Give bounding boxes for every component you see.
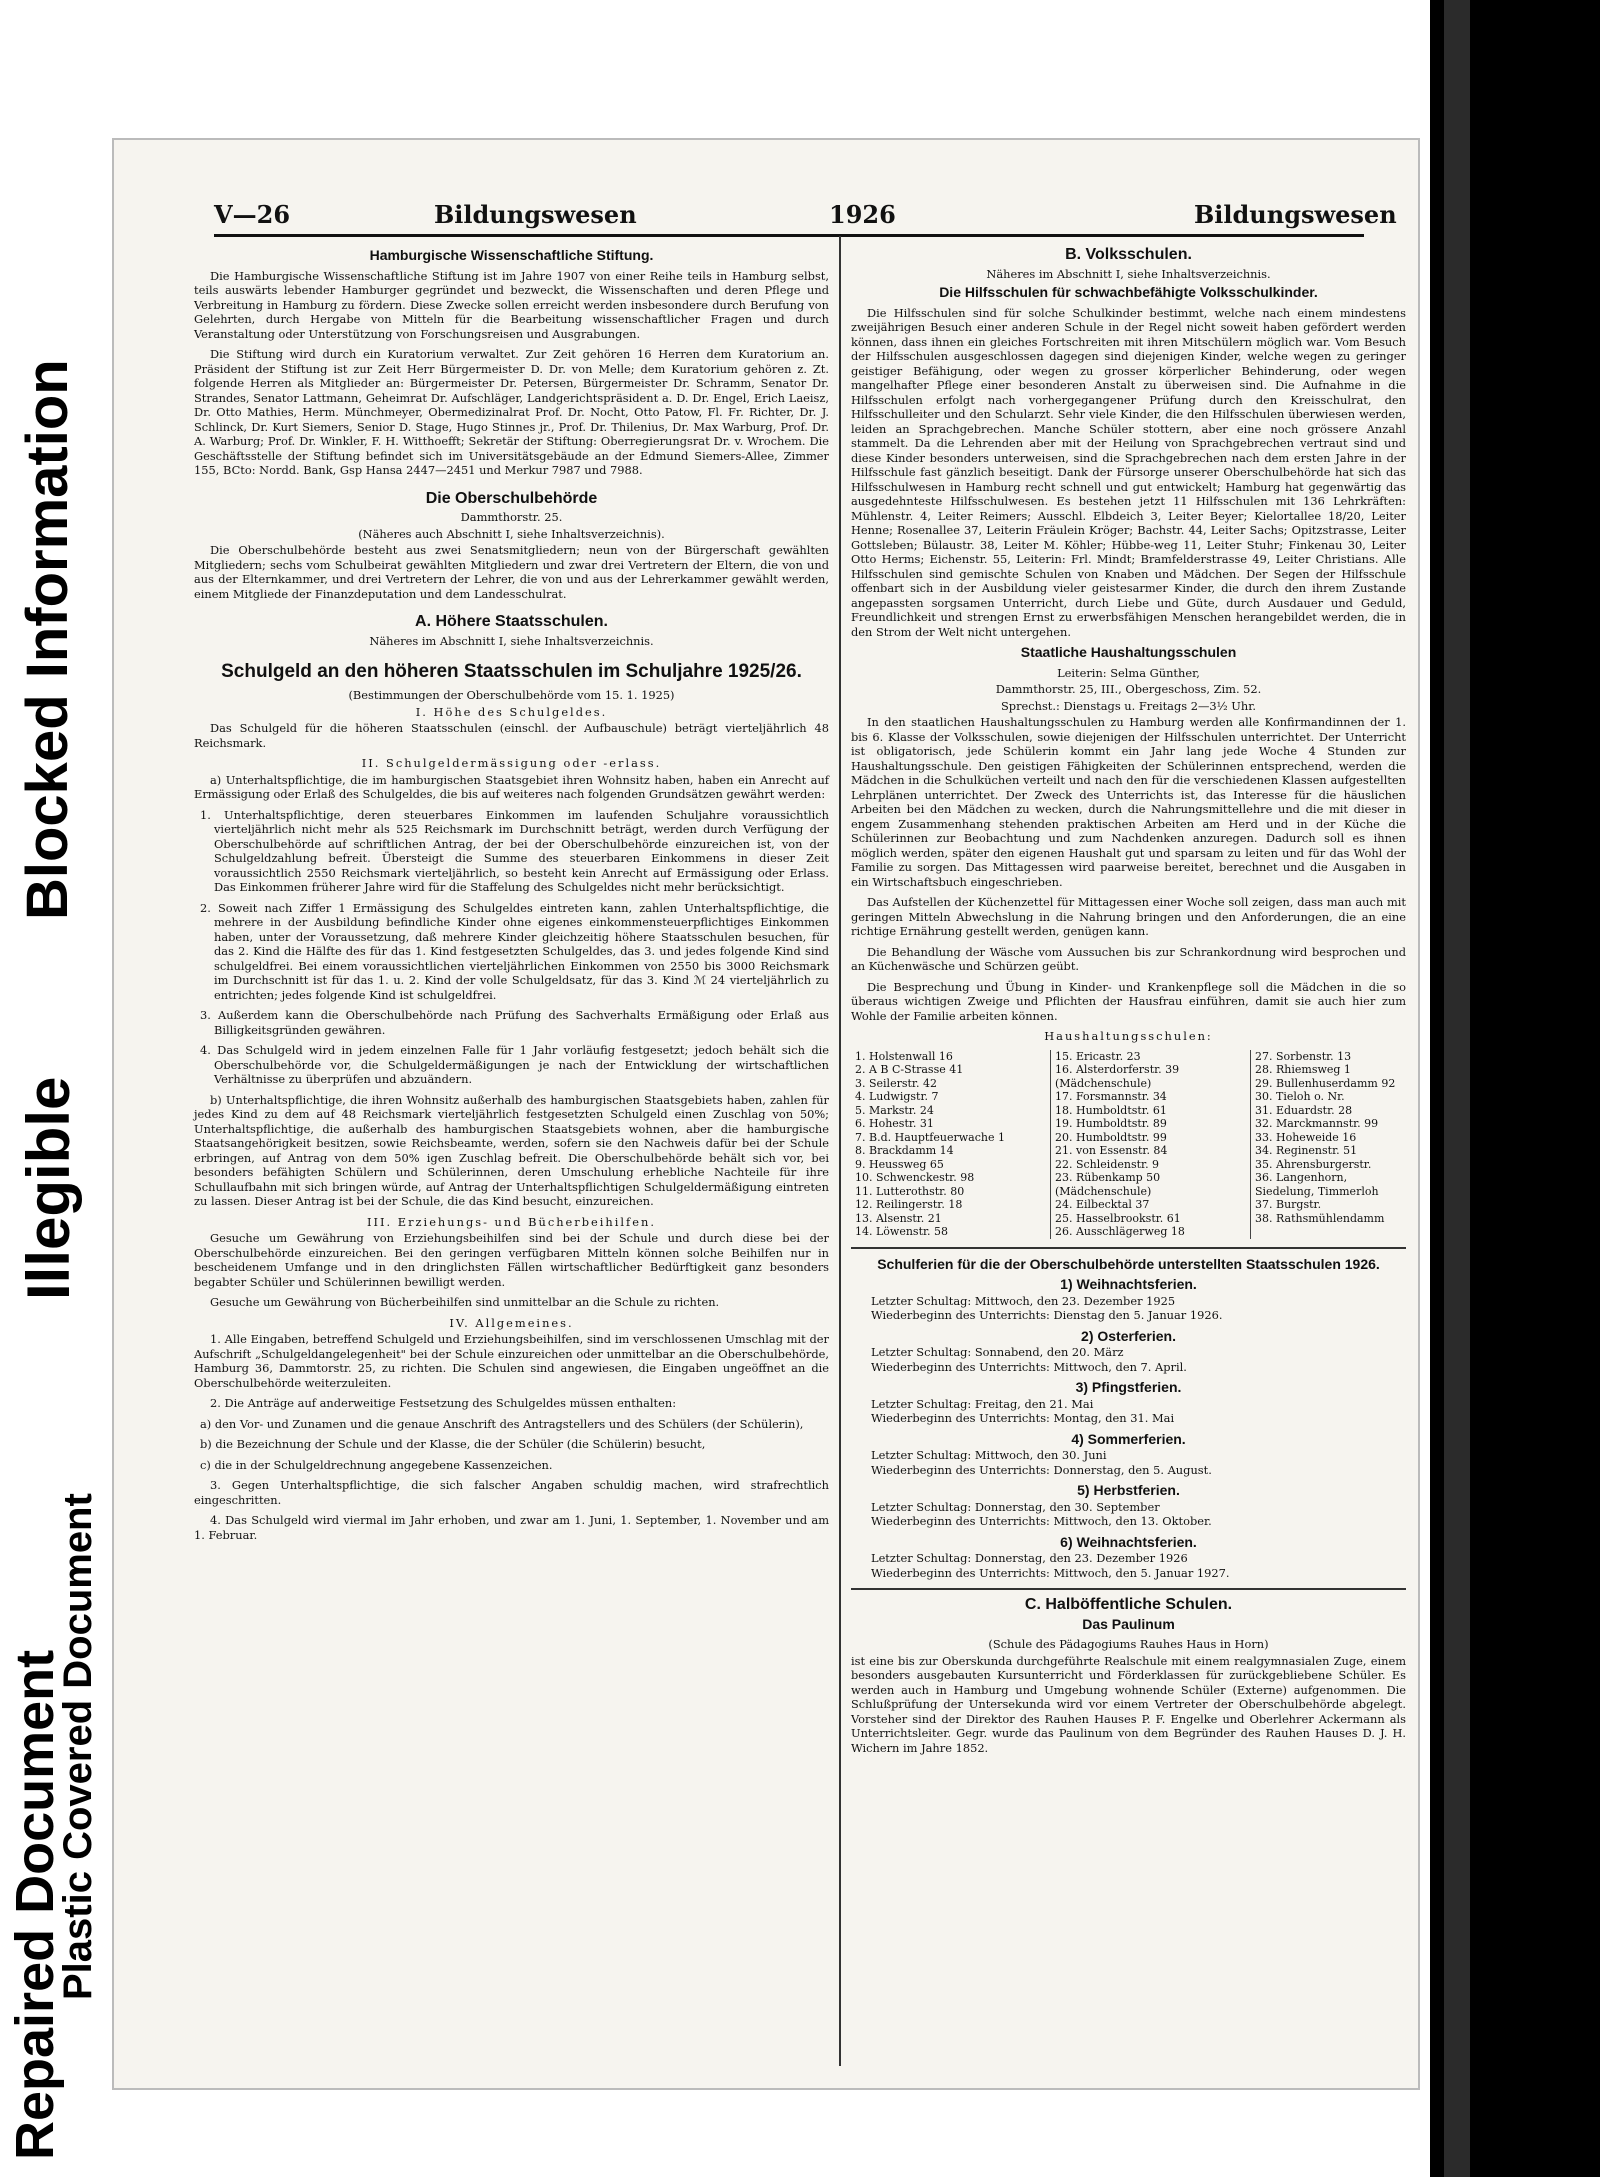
school-table-column-1 <box>851 1050 1051 1239</box>
stiftung-paragraph-2: Die Stiftung wird durch ein Kuratorium verwaltet. Zur Zeit gehören 16 Herren dem Kuratorium an. Präsident der Stiftung ist zur Zeit Herr Bürgermeister D. Dr. von Melle; dem Kuratorium gehören z. Zt. folgende Herren als Mitglieder an: Bürgermeister Dr. Petersen, Bürgermeister Dr. Schramm, Senator Dr. Strandes, Senator Lattmann, Geheimrat Dr. Aufschläger, Landgerichtspräsident a. D. Dr. Engel, Erich Laeisz, Dr. Otto Mathies, Herm. Münchmeyer, Obermedizinalrat Prof. Dr. Nocht, Otto Patow, Fl. Fr. Richter, Dr. J. Schlinck, Dr. Kurt Siemers, Senior D. Stage, Hugo Stinnes jr., Prof. Dr. Thilenius, Dr. Max Warburg, Prof. Dr. A. Warburg; Prof. Dr. Winkler, F. H. Witthoefft; Sekretär der Stiftung: Oberregierungsrat Dr. v. Wrochem. Die Geschäftsstelle der Stiftung befindet sich im Universitätsgebäude an der Edmund Siemers-Allee, Zimmer 155, BCto: Nordd. Bank, Gsp Hansa 2447—2451 und Merkur 7987 und 7988. <box>194 347 829 477</box>
school-entry: 25. Hasselbrookstr. 61 <box>1055 1211 1181 1225</box>
school-entry: 22. Schleidenstr. 9 <box>1055 1157 1160 1171</box>
school-entry: 3. Seilerstr. 42 <box>855 1076 937 1090</box>
section-4-paragraph-1: 1. Alle Eingaben, betreffend Schulgeld und Erziehungsbeihilfen, sind im verschlossenen Umschlag mit der Aufschrift „Schulgeldangelegenheit" bei der Schule einzureichen oder unmittelbar an die Oberschulbehörde, Hamburg 36, Dammtorstr. 25, zu richten. Die Schulen sind angewiesen, die Eingaben ungeöffnet an die Oberschulbehörde weiterzuleiten. <box>194 1332 829 1390</box>
ferien-period-title: 2) Osterferien. <box>1081 1327 1176 1344</box>
school-entry: 1. Holstenwall 16 <box>855 1049 953 1063</box>
column-divider <box>839 236 841 2066</box>
haushaltung-paragraph-2: Das Aufstellen der Küchenzettel für Mittagessen einer Woche soll zeigen, dass man auch mit geringen Mitteln Abwechslung in die Nahrung bringen und den Anforderungen, die an eine richtige Ernährung gestellt werden, genügen kann. <box>851 895 1406 938</box>
ferien-period-line: Wiederbeginn des Unterrichts: Montag, den 31. Mai <box>871 1411 1175 1425</box>
oberschulbehoerde-paragraph: Die Oberschulbehörde besteht aus zwei Senatsmitgliedern; neun von der Bürgerschaft gewählten Mitgliedern; sechs vom Schulbeirat gewählten Mitgliedern und zwar drei Vertretern der Eltern, die von und aus der Elternkammer, und drei Vertretern der Lehrer, die von und aus der Lehrerkammer gewählt werden, einem Mitgliede der Finanzdeputation und dem Landesschulrat. <box>194 543 829 601</box>
label-illegible: Illegible <box>15 1076 82 1300</box>
school-entry: 26. Ausschlägerweg 18 <box>1055 1225 1185 1238</box>
school-entry: 4. Ludwigstr. 7 <box>855 1090 939 1103</box>
section-rule <box>851 1247 1406 1249</box>
ferien-period-line: Wiederbeginn des Unterrichts: Mittwoch, den 13. Oktober. <box>871 1514 1212 1528</box>
page-number: V—26 <box>214 200 291 229</box>
ferien-period-title: 5) Herbstferien. <box>1077 1482 1180 1498</box>
section-4-list-item: c) die in der Schulgeldrechnung angegebene Kassenzeichen. <box>200 1457 553 1472</box>
ferien-period-line: Wiederbeginn des Unterrichts: Mittwoch, den 7. April. <box>871 1359 1187 1374</box>
ferien-period-line: Letzter Schultag: Freitag, den 21. Mai <box>871 1396 1094 1411</box>
haushaltungsschulen-hours: Sprechst.: Dienstags u. Freitags 2—3½ Uhr. <box>1000 698 1257 713</box>
section-3-title: III. Erziehungs- und Bücherbeihilfen. <box>367 1214 656 1229</box>
school-entry: 35. Ahrensburgerstr. <box>1255 1157 1372 1171</box>
ferien-period-line: Wiederbeginn des Unterrichts: Mittwoch, den 5. Januar 1927. <box>871 1565 1230 1580</box>
section-4-paragraph-4: 4. Das Schulgeld wird viermal im Jahr erhoben, und zwar am 1. Juni, 1. September, 1. November und am 1. Februar. <box>194 1513 829 1542</box>
school-entry: 21. von Essenstr. 84 <box>1055 1144 1168 1157</box>
hilfsschulen-title: Die Hilfsschulen für schwachbefähigte Volksschulkinder. <box>939 284 1318 300</box>
oberschulbehoerde-title: Die Oberschulbehörde <box>425 489 598 507</box>
section-2-item: 4. Das Schulgeld wird in jedem einzelnen Falle für 1 Jahr vorläufig festgesetzt; jedoch behält sich die Oberschulbehörde vor, die Schulgeldermäßigungen je nach der Entwicklung der wirtschaftlichen Verhältnisse zu überprüfen und abzuändern. <box>200 1043 829 1086</box>
school-entry: (Mädchenschule) <box>1055 1076 1152 1090</box>
school-entry: 31. Eduardstr. 28 <box>1255 1103 1353 1117</box>
school-entry: 10. Schwenckestr. 98 <box>855 1171 975 1184</box>
school-entry: 37. Burgstr. <box>1255 1198 1322 1211</box>
school-entry: 17. Forsmannstr. 34 <box>1055 1090 1167 1103</box>
school-entry: 32. Marckmannstr. 99 <box>1255 1117 1379 1130</box>
side-labels <box>0 0 120 2177</box>
ferien-period-title: 4) Sommerferien. <box>1071 1430 1186 1447</box>
school-entry: 2. A B C-Strasse 41 <box>855 1063 964 1076</box>
ferien-period-line: Letzter Schultag: Donnerstag, den 23. Dezember 1926 <box>871 1551 1188 1565</box>
label-repaired-document: Repaired Document <box>5 1649 65 2160</box>
section-a-title: A. Höhere Staatsschulen. <box>415 613 608 630</box>
section-2-b: b) Unterhaltspflichtige, die ihren Wohnsitz außerhalb des hamburgischen Staatsgebiets haben, zahlen für jedes Kind zu dem auf 48 Reichsmark vierteljährlich festgesetzten Schulgeld einen Zuschlag von 50%; Unterhaltspflichtige, die außerhalb des hamburgischen Staatsgebiets wohnen, aber die hamburgische Staatsangehörigkeit besitzen, sowie Reichsbeamte, werden, sofern sie den Nachweis dafür bei der Schule erbringen, auf Antrag von dem 50% igen Zuschlag befreit. Die Oberschulbehörde behält sich vor, bei besonders befähigten Schülern und Schülerinnen, deren Umschulung erhebliche Nachteile für ihre Schullaufbahn mit sich bringen würde, auf Antrag der Unterhaltspflichtigen Schulgeldermäßigung eintreten zu lassen. Dieser Antrag ist bei der Schule, die das Kind besucht, einzureichen. <box>194 1092 829 1208</box>
ferien-list <box>851 1277 1406 1580</box>
school-entry: 36. Langenhorn, Siedelung, Timmerloh <box>1255 1171 1379 1198</box>
school-entry: 33. Hoheweide 16 <box>1255 1130 1357 1144</box>
section-2-item: 2. Soweit nach Ziffer 1 Ermässigung des Schulgeldes eintreten kann, zahlen Unterhaltspflichtige, die mehrere in der Ausbildung befindliche Kinder ohne eigenes einkommensteuerpflichtiges Einkommen haben, unter der Voraussetzung, daß mehrere Kinder gleichzeitig höhere Staatsschulen besuchen, für das 2. Kind die Hälfte des für das 1. Kind festgesetzten Schulgeldes, das 3. und jedes folgende Kind sind schulgeldfrei. Bei einem voraussichtlichen vierteljährlichen Einkommen von 2550 bis 3000 Reichsmark im Durchschnitt ist für das 1. u. 2. Kind der volle Schulgeldsatz, für das 3. Kind ℳ 24 vierteljährlich zu entrichten; jedes folgende Kind ist schulgeldfrei. <box>200 900 829 1002</box>
ferien-period-line: Wiederbeginn des Unterrichts: Dienstag den 5. Januar 1926. <box>871 1308 1223 1322</box>
label-blocked-information: Blocked Information <box>15 359 80 920</box>
section-1-title: I. Höhe des Schulgeldes. <box>415 704 608 719</box>
school-entry: 11. Lutterothstr. 80 <box>855 1184 965 1198</box>
section-4-list-item: a) den Vor- und Zunamen und die genaue Anschrift des Antragstellers und des Schülers (der Schülerin), <box>200 1416 804 1431</box>
haushaltungsschulen-address: Dammthorstr. 25, III., Obergeschoss, Zim. 52. <box>995 682 1262 696</box>
school-entry: 19. Humboldtstr. 89 <box>1055 1117 1167 1130</box>
school-entry: 38. Rathsmühlendamm <box>1255 1211 1385 1225</box>
section-2-a: a) Unterhaltspflichtige, die im hamburgischen Staatsgebiet ihren Wohnsitz haben, haben ein Anrecht auf Ermässigung oder Erlaß des Schulgeldes, die bis auf weiteres nach folgenden Grundsätzen gewährt werden: <box>194 772 829 801</box>
ferien-period-line: Letzter Schultag: Sonnabend, den 20. März <box>871 1345 1124 1359</box>
ferien-period-title: 6) Weihnachtsferien. <box>1060 1533 1197 1550</box>
school-entry: 16. Alsterdorferstr. 39 <box>1055 1063 1180 1076</box>
label-plastic-covered: Plastic Covered Document <box>56 1493 100 2000</box>
section-1-paragraph: Das Schulgeld für die höheren Staatsschulen (einschl. der Aufbauschule) beträgt vierteljährlich 48 Reichsmark. <box>194 721 829 750</box>
school-entry: 8. Brackdamm 14 <box>855 1144 954 1157</box>
section-4-paragraph-2: 2. Die Anträge auf anderweitige Festsetzung des Schulgeldes müssen enthalten: <box>210 1396 677 1410</box>
school-entry: 20. Humboldtstr. 99 <box>1055 1130 1167 1144</box>
school-entry: 13. Alsenstr. 21 <box>855 1211 942 1225</box>
schulgeld-subtitle: (Bestimmungen der Oberschulbehörde vom 15. 1. 1925) <box>348 688 675 702</box>
school-entry: (Mädchenschule) <box>1055 1184 1152 1198</box>
header-year: 1926 <box>829 200 896 229</box>
ferien-period-line: Letzter Schultag: Donnerstag, den 30. September <box>871 1499 1160 1514</box>
paulinum-title: Das Paulinum <box>1082 1615 1175 1632</box>
school-entry: 24. Eilbecktal 37 <box>1055 1198 1150 1211</box>
section-rule <box>851 1588 1406 1590</box>
section-4-paragraph-3: 3. Gegen Unterhaltspflichtige, die sich falscher Angaben schuldig machen, wird strafrechtlich eingeschritten. <box>194 1478 829 1507</box>
school-entry: 29. Bullenhuserdamm 92 <box>1255 1076 1396 1090</box>
school-entry: 18. Humboldtstr. 61 <box>1055 1103 1167 1117</box>
section-b-reference: Näheres im Abschnitt I, siehe Inhaltsverzeichnis. <box>986 266 1271 281</box>
section-2-title: II. Schulgeldermässigung oder -erlass. <box>361 756 662 770</box>
oberschulbehoerde-reference: (Näheres auch Abschnitt I, siehe Inhaltsverzeichnis). <box>358 526 665 541</box>
haushaltung-paragraph-1: In den staatlichen Haushaltungsschulen zu Hamburg werden alle Konfirmandinnen der 1. bis 6. Klasse der Volksschulen, sowie diejenigen der Hilfsschulen unterrichtet. Der Unterricht ist obligatorisch, jede Schülerin kommt ein Jahr lang jede Woche 4 Stunden zur Haushaltungsschule. Den geistigen Fähigkeiten der Schülerinnen entsprechend, werden die Mädchen in die Schulküchen verteilt und nach den für die verschiedenen Klassen aufgestellten Lehrplänen unterrichtet. Der Zweck des Unterrichts ist, das Interesse für die häuslichen Arbeiten bei den Mädchen zu wecken, durch die Nahrungsmittellehre und die mit dieser in engem Zusammenhang stehenden praktischen Arbeiten am Herd und in der Küche die Schülerinnen zur Beobachtung und zum Nachdenken anzuregen. Dadurch soll es ihnen möglich werden, später den eigenen Haushalt gut und sparsam zu leiten und für das Wohl der Familie zu sorgen. Das Mittagessen wird paarweise bereitet, berechnet und die Ausgaben in ein Wirtschaftsbuch eingeschrieben. <box>851 715 1406 889</box>
section-4-title: IV. Allgemeines. <box>449 1315 574 1330</box>
school-list-table <box>851 1050 1406 1239</box>
header-section-right: Bildungswesen <box>1194 200 1397 229</box>
haushaltungsschulen-leader: Leiterin: Selma Günther, <box>1057 665 1200 680</box>
ferien-period-line: Wiederbeginn des Unterrichts: Donnerstag, den 5. August. <box>871 1462 1212 1477</box>
section-4-list-item: b) die Bezeichnung der Schule und der Klasse, die der Schüler (die Schülerin) besucht, <box>200 1437 706 1451</box>
ferien-period-title: 1) Weihnachtsferien. <box>1060 1276 1197 1292</box>
haushaltungsschulen-title: Staatliche Haushaltungsschulen <box>1020 644 1237 660</box>
section-b-title: B. Volksschulen. <box>1065 246 1192 263</box>
school-entry: 12. Reilingerstr. 18 <box>855 1198 963 1211</box>
school-table-column-2 <box>1051 1050 1251 1239</box>
ferien-period-title: 3) Pfingstferien. <box>1075 1379 1182 1395</box>
stiftung-title: Hamburgische Wissenschaftliche Stiftung. <box>369 247 654 263</box>
section-3-paragraph-2: Gesuche um Gewährung von Bücherbeihilfen sind unmittelbar an die Schule zu richten. <box>210 1295 720 1309</box>
section-2-item: 3. Außerdem kann die Oberschulbehörde nach Prüfung des Sachverhalts Ermäßigung oder Erlaß aus Billigkeitsgründen gewähren. <box>200 1008 829 1037</box>
school-entry: 14. Löwenstr. 58 <box>855 1225 949 1238</box>
section-a-reference: Näheres im Abschnitt I, siehe Inhaltsverzeichnis. <box>369 633 654 648</box>
section-2-item: 1. Unterhaltspflichtige, deren steuerbares Einkommen im laufenden Schuljahre voraussichtlich vierteljährlich nicht mehr als 525 Reichsmark im Durchschnitt beträgt, werden durch Verfügung der Oberschulbehörde auf schriftlichen Antrag, der bei der Oberschulbehörde einzureichen ist, von der Schulgeldzahlung befreit. Übersteigt die Summe des steuerbaren Einkommens in dieser Zeit voraussichtlich 2550 Reichsmark vierteljährlich, so besteht kein Anrecht auf Ermässigung oder Erlass. Das Einkommen früherer Jahre wird für die Staffelung des Schulgeldes nicht mehr berücksichtigt. <box>200 807 829 894</box>
school-entry: 5. Markstr. 24 <box>855 1103 934 1117</box>
school-entry: 7. B.d. Hauptfeuerwache 1 <box>855 1130 1005 1144</box>
haushaltung-paragraph-3: Die Behandlung der Wäsche vom Aussuchen bis zur Schrankordnung wird besprochen und an Küchenwäsche und Schürzen geübt. <box>851 944 1406 973</box>
paulinum-paragraph: ist eine bis zur Oberskunda durchgeführte Realschule mit einem realgymnasialen Zuge, einem besonders ausgebauten Kursunterricht und Förderklassen für zurückgebliebene Schüler. Es werden auch in Hamburg und Umgebung wohnende Schüler (Externe) aufgenommen. Die Schlußprüfung der Untersekunda wird vor einem Vertreter der Oberschulbehörde abgelegt. Vorsteher sind der Direktor des Rauhen Hauses P. F. Engelke und Oberlehrer Ackermann als Unterrichtsleiter. Gegr. wurde das Paulinum von dem Begründer des Rauhen Hauses D. J. H. Wichern im Jahre 1852. <box>851 1653 1406 1755</box>
page-header <box>214 194 1397 237</box>
school-entry: 23. Rübenkamp 50 <box>1055 1171 1161 1184</box>
right-column <box>851 244 1406 1761</box>
school-entry: 6. Hohestr. 31 <box>855 1117 934 1130</box>
left-column <box>194 244 829 1548</box>
scan-black-edge <box>1430 0 1600 2177</box>
scan-grey-strip <box>1444 0 1470 2177</box>
school-entry: 15. Ericastr. 23 <box>1055 1049 1141 1063</box>
hilfsschulen-paragraph: Die Hilfsschulen sind für solche Schulkinder bestimmt, welche nach einem mindestens zweijährigen Besuch einer anderen Schule in der Regel nicht soweit haben gefördert werden können, dass ihnen ein gleiches Fortschreiten mit ihren Mitschülern möglich war. Vom Besuch der Hilfsschulen ausgeschlossen dagegen sind diejenigen Kinder, welche wegen zu geringer geistiger Befähigung, oder wegen zu grosser körperlicher Behinderung, oder wegen mangelhafter Pflege einer besonderen Anstalt zu überweisen sind. Die Aufnahme in die Hilfsschulen erfolgt nach vorhergegangener Prüfung durch den Kreisschulrat, den Hilfsschulleiter und den Schularzt. Sehr viele Kinder, die den Hilfsschulen überwiesen werden, leiden an Sprachgebrechen. Manche Schüler stottern, aber eine noch grössere Anzahl stammelt. Da die Lehrenden aber mit der Heilung von Sprachgebrechen vertraut sind und diese Kinder besonders unterweisen, sind die Sprachgebrechen nach dem ersten Jahre in der Hilfsschule fast gänzlich beseitigt. Dank der Fürsorge unserer Oberschulbehörde hat sich das Hilfsschulwesen in Hamburg recht schnell und gut entwickelt; Hamburg hat gegenwärtig das ausgedehnteste Hilfsschulwesen. Es bestehen jetzt 11 Hilfsschulen mit 136 Lehrkräften: Mühlenstr. 4, Leiter Reimers; Ausschl. Elbdeich 3, Leiter Beyer; Kielortallee 18/20, Leiter Henne; Rosenallee 37, Leiterin Fräulein Kröger; Bachstr. 44, Leiter Sachs; Opitzstrasse, Leiter Gottsleben; Bülaustr. 38, Leiter M. Köhler; Hübbe-weg 11, Leiter Stuhr; Finkenau 30, Leiter Otto Herms; Eichenstr. 55, Leiterin: Frl. Mindt; Bramfelderstrasse 49, Leiter Christians. Alle Hilfsschulen sind gemischte Schulen von Knaben und Mädchen. Der Segen der Hilfsschule offenbart sich in der Ausbildung vieler geistesarmer Kinder, die durch den ihrem Zustande angepassten sorgsamen Unterricht, durch Liebe und Güte, durch Ausdauer und Geduld, Freundlichkeit und strengen Ernst zu erwerbsfähigen Menschen herangebildet werden, die in den Strom der Welt nicht untergehen. <box>851 305 1406 639</box>
document-page <box>112 138 1420 2090</box>
header-section-left: Bildungswesen <box>434 200 637 229</box>
ferien-period-line: Letzter Schultag: Mittwoch, den 23. Dezember 1925 <box>871 1293 1176 1308</box>
school-table-column-3 <box>1251 1050 1406 1239</box>
ferien-period-line: Letzter Schultag: Mittwoch, den 30. Juni <box>871 1448 1107 1462</box>
stiftung-paragraph-1: Die Hamburgische Wissenschaftliche Stiftung ist im Jahre 1907 von einer Reihe teils in Hamburg selbst, teils auswärts lebender Hamburger gegründet und bezweckt, die Wissenschaften und deren Pflege und Verbreitung in Hamburg zu fördern. Diese Zwecke sollen erreicht werden insbesondere durch Berufung von Gelehrten, durch Hergabe von Mitteln für die Bearbeitung wissenschaftlicher Fragen und durch Veranstaltung oder Unterstützung von Forschungsreisen und Ausgrabungen. <box>194 268 829 341</box>
section-c-title: C. Halböffentliche Schulen. <box>1024 1596 1233 1613</box>
paulinum-subtitle: (Schule des Pädagogiums Rauhes Haus in Horn) <box>988 1637 1269 1651</box>
haushaltung-paragraph-4: Die Besprechung und Übung in Kinder- und Krankenpflege soll die Mädchen in die so überaus wichtigen Zweige und Pflichten der Hausfrau einführen, damit sie auch hier zum Wohle der Familie arbeiten können. <box>851 979 1406 1023</box>
schulgeld-title: Schulgeld an den höheren Staatsschulen im Schuljahre 1925/26. <box>221 661 802 682</box>
oberschulbehoerde-address: Dammthorstr. 25. <box>460 510 563 524</box>
school-entry: 27. Sorbenstr. 13 <box>1255 1049 1352 1063</box>
school-entry: 9. Heussweg 65 <box>855 1157 944 1171</box>
school-entry: 28. Rhiemsweg 1 <box>1255 1063 1351 1076</box>
school-entry: 34. Reginenstr. 51 <box>1255 1144 1358 1157</box>
ferien-title: Schulferien für die der Oberschulbehörde unterstellten Staatsschulen 1926. <box>877 1255 1380 1272</box>
school-entry: 30. Tieloh o. Nr. <box>1255 1090 1345 1103</box>
section-3-paragraph-1: Gesuche um Gewährung von Erziehungsbeihilfen sind bei der Schule und durch diese bei der Oberschulbehörde einzureichen. Bei den geringen verfügbaren Mitteln können solche Beihilfen nur in bescheidenem Umfange und in den dringlichsten Fällen wirtschaftlicher Bedürftigkeit ganz besonders begabter Schüler und Schülerinnen bewilligt werden. <box>194 1231 829 1289</box>
school-table-title: Haushaltungsschulen: <box>1044 1029 1213 1043</box>
